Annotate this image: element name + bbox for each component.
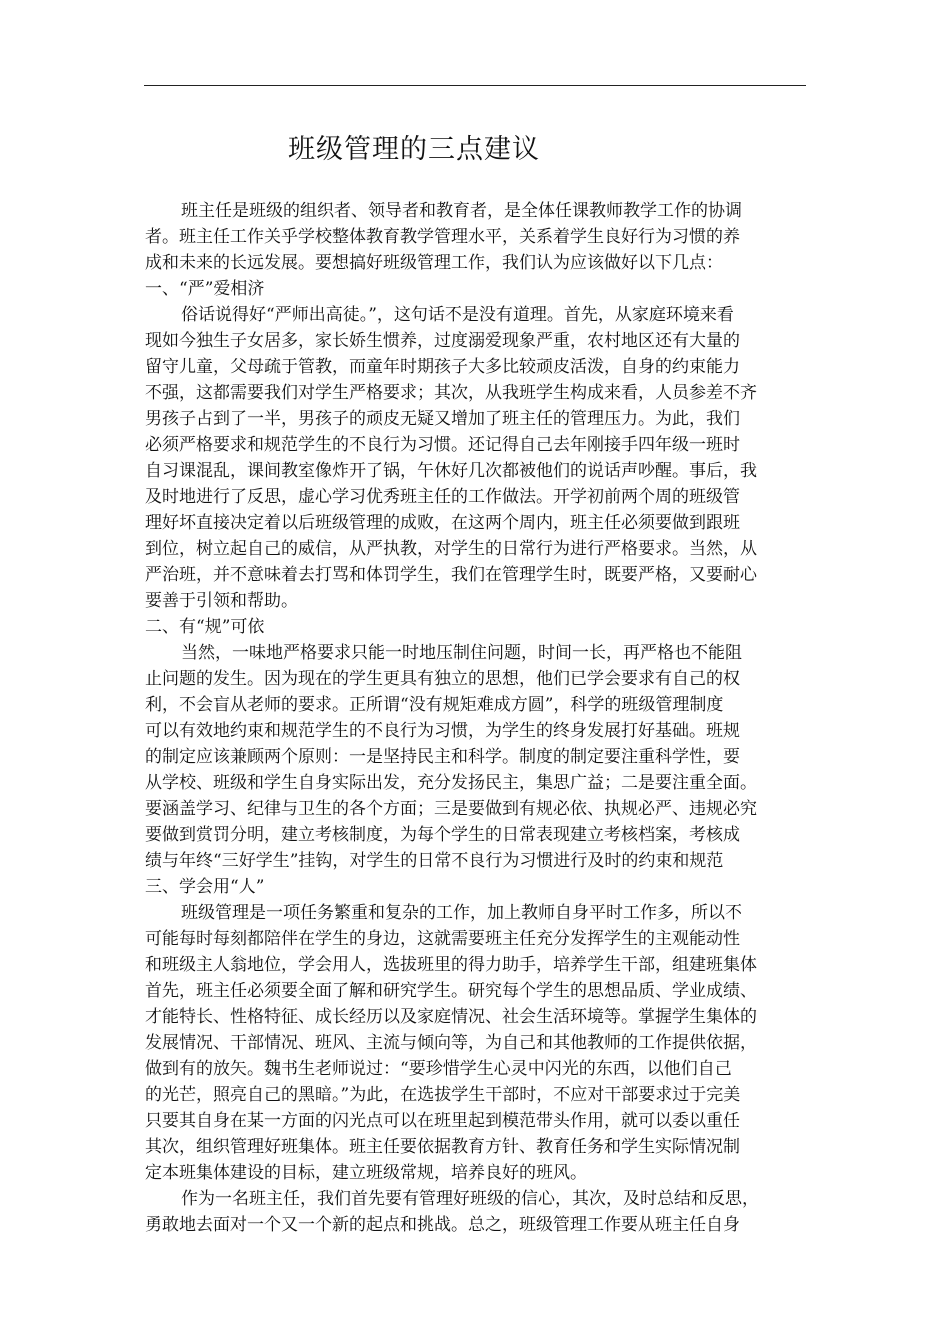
body-line: 理好坏直接决定着以后班级管理的成败，在这两个周内，班主任必须要做到跟班 xyxy=(145,513,740,533)
body-line: 的光芒，照亮自己的黑暗。”为此，在选拔学生干部时，不应对干部要求过于完美 xyxy=(145,1085,741,1105)
body-line: 自习课混乱，课间教室像炸开了锅，午休好几次都被他们的说话声吵醒。事后，我 xyxy=(145,461,757,481)
body-line: 当然，一味地严格要求只能一时地压制住问题，时间一长，再严格也不能阻 xyxy=(181,643,742,663)
body-line: 成和未来的长远发展。要想搞好班级管理工作，我们认为应该做好以下几点： xyxy=(145,253,723,273)
body-line: 到位，树立起自己的威信，从严执教，对学生的日常行为进行严格要求。当然，从 xyxy=(145,539,757,559)
section-heading: 三、学会用“人” xyxy=(145,877,265,897)
body-line: 从学校、班级和学生自身实际出发，充分发扬民主，集思广益；二是要注重全面。 xyxy=(145,773,757,793)
body-line: 俗话说得好“严师出高徒。”，这句话不是没有道理。首先，从家庭环境来看 xyxy=(181,305,734,325)
body-line: 止问题的发生。因为现在的学生更具有独立的思想，他们已学会要求有自己的权 xyxy=(145,669,740,689)
body-line: 男孩子占到了一半，男孩子的顽皮无疑又增加了班主任的管理压力。为此，我们 xyxy=(145,409,740,429)
body-line: 可以有效地约束和规范学生的不良行为习惯，为学生的终身发展打好基础。班规 xyxy=(145,721,740,741)
document-title: 班级管理的三点建议 xyxy=(288,134,540,165)
body-line: 必须严格要求和规范学生的不良行为习惯。还记得自己去年刚接手四年级一班时 xyxy=(145,435,740,455)
body-line: 不强，这都需要我们对学生严格要求；其次，从我班学生构成来看，人员参差不齐 xyxy=(145,383,757,403)
body-line: 班主任是班级的组织者、领导者和教育者，是全体任课教师教学工作的协调 xyxy=(181,201,742,221)
body-line: 现如今独生子女居多，家长娇生惯养，过度溺爱现象严重，农村地区还有大量的 xyxy=(145,331,740,351)
body-line: 其次，组织管理好班集体。班主任要依据教育方针、教育任务和学生实际情况制 xyxy=(145,1137,740,1157)
body-line: 作为一名班主任，我们首先要有管理好班级的信心，其次，及时总结和反思， xyxy=(181,1189,759,1209)
body-line: 严治班，并不意味着去打骂和体罚学生，我们在管理学生时，既要严格，又要耐心 xyxy=(145,565,757,585)
body-line: 绩与年终“三好学生”挂钩，对学生的日常不良行为习惯进行及时的约束和规范 xyxy=(145,851,724,871)
body-line: 要善于引领和帮助。 xyxy=(145,591,298,611)
body-line: 只要其自身在某一方面的闪光点可以在班里起到模范带头作用，就可以委以重任 xyxy=(145,1111,740,1131)
body-line: 要做到赏罚分明，建立考核制度，为每个学生的日常表现建立考核档案，考核成 xyxy=(145,825,740,845)
body-line: 做到有的放矢。魏书生老师说过：“要珍惜学生心灵中闪光的东西，以他们自己 xyxy=(145,1059,732,1079)
body-line: 要涵盖学习、纪律与卫生的各个方面；三是要做到有规必依、执规必严、违规必究 xyxy=(145,799,757,819)
header-rule xyxy=(144,85,806,86)
body-line: 发展情况、干部情况、班风、主流与倾向等，为自己和其他教师的工作提供依据， xyxy=(145,1033,757,1053)
body-line: 才能特长、性格特征、成长经历以及家庭情况、社会生活环境等。掌握学生集体的 xyxy=(145,1007,757,1027)
body-line: 及时地进行了反思，虚心学习优秀班主任的工作做法。开学初前两个周的班级管 xyxy=(145,487,740,507)
body-line: 利，不会盲从老师的要求。正所谓“没有规矩难成方圆”，科学的班级管理制度 xyxy=(145,695,724,715)
body-line: 首先，班主任必须要全面了解和研究学生。研究每个学生的思想品质、学业成绩、 xyxy=(145,981,757,1001)
body-line: 留守儿童，父母疏于管教，而童年时期孩子大多比较顽皮活泼，自身的约束能力 xyxy=(145,357,740,377)
body-line: 的制定应该兼顾两个原则：一是坚持民主和科学。制度的制定要注重科学性，要 xyxy=(145,747,740,767)
body-line: 可能每时每刻都陪伴在学生的身边，这就需要班主任充分发挥学生的主观能动性 xyxy=(145,929,740,949)
section-heading: 二、有“规”可依 xyxy=(145,617,265,637)
document-body xyxy=(145,198,807,1238)
body-line: 和班级主人翁地位，学会用人，选拔班里的得力助手，培养学生干部，组建班集体 xyxy=(145,955,757,975)
body-line: 者。班主任工作关乎学校整体教育教学管理水平，关系着学生良好行为习惯的养 xyxy=(145,227,740,247)
body-line: 定本班集体建设的目标，建立班级常规，培养良好的班风。 xyxy=(145,1163,587,1183)
body-line: 班级管理是一项任务繁重和复杂的工作，加上教师自身平时工作多，所以不 xyxy=(181,903,742,923)
body-line: 勇敢地去面对一个又一个新的起点和挑战。总之，班级管理工作要从班主任自身 xyxy=(145,1215,740,1235)
section-heading: 一、“严”爱相济 xyxy=(145,279,265,299)
